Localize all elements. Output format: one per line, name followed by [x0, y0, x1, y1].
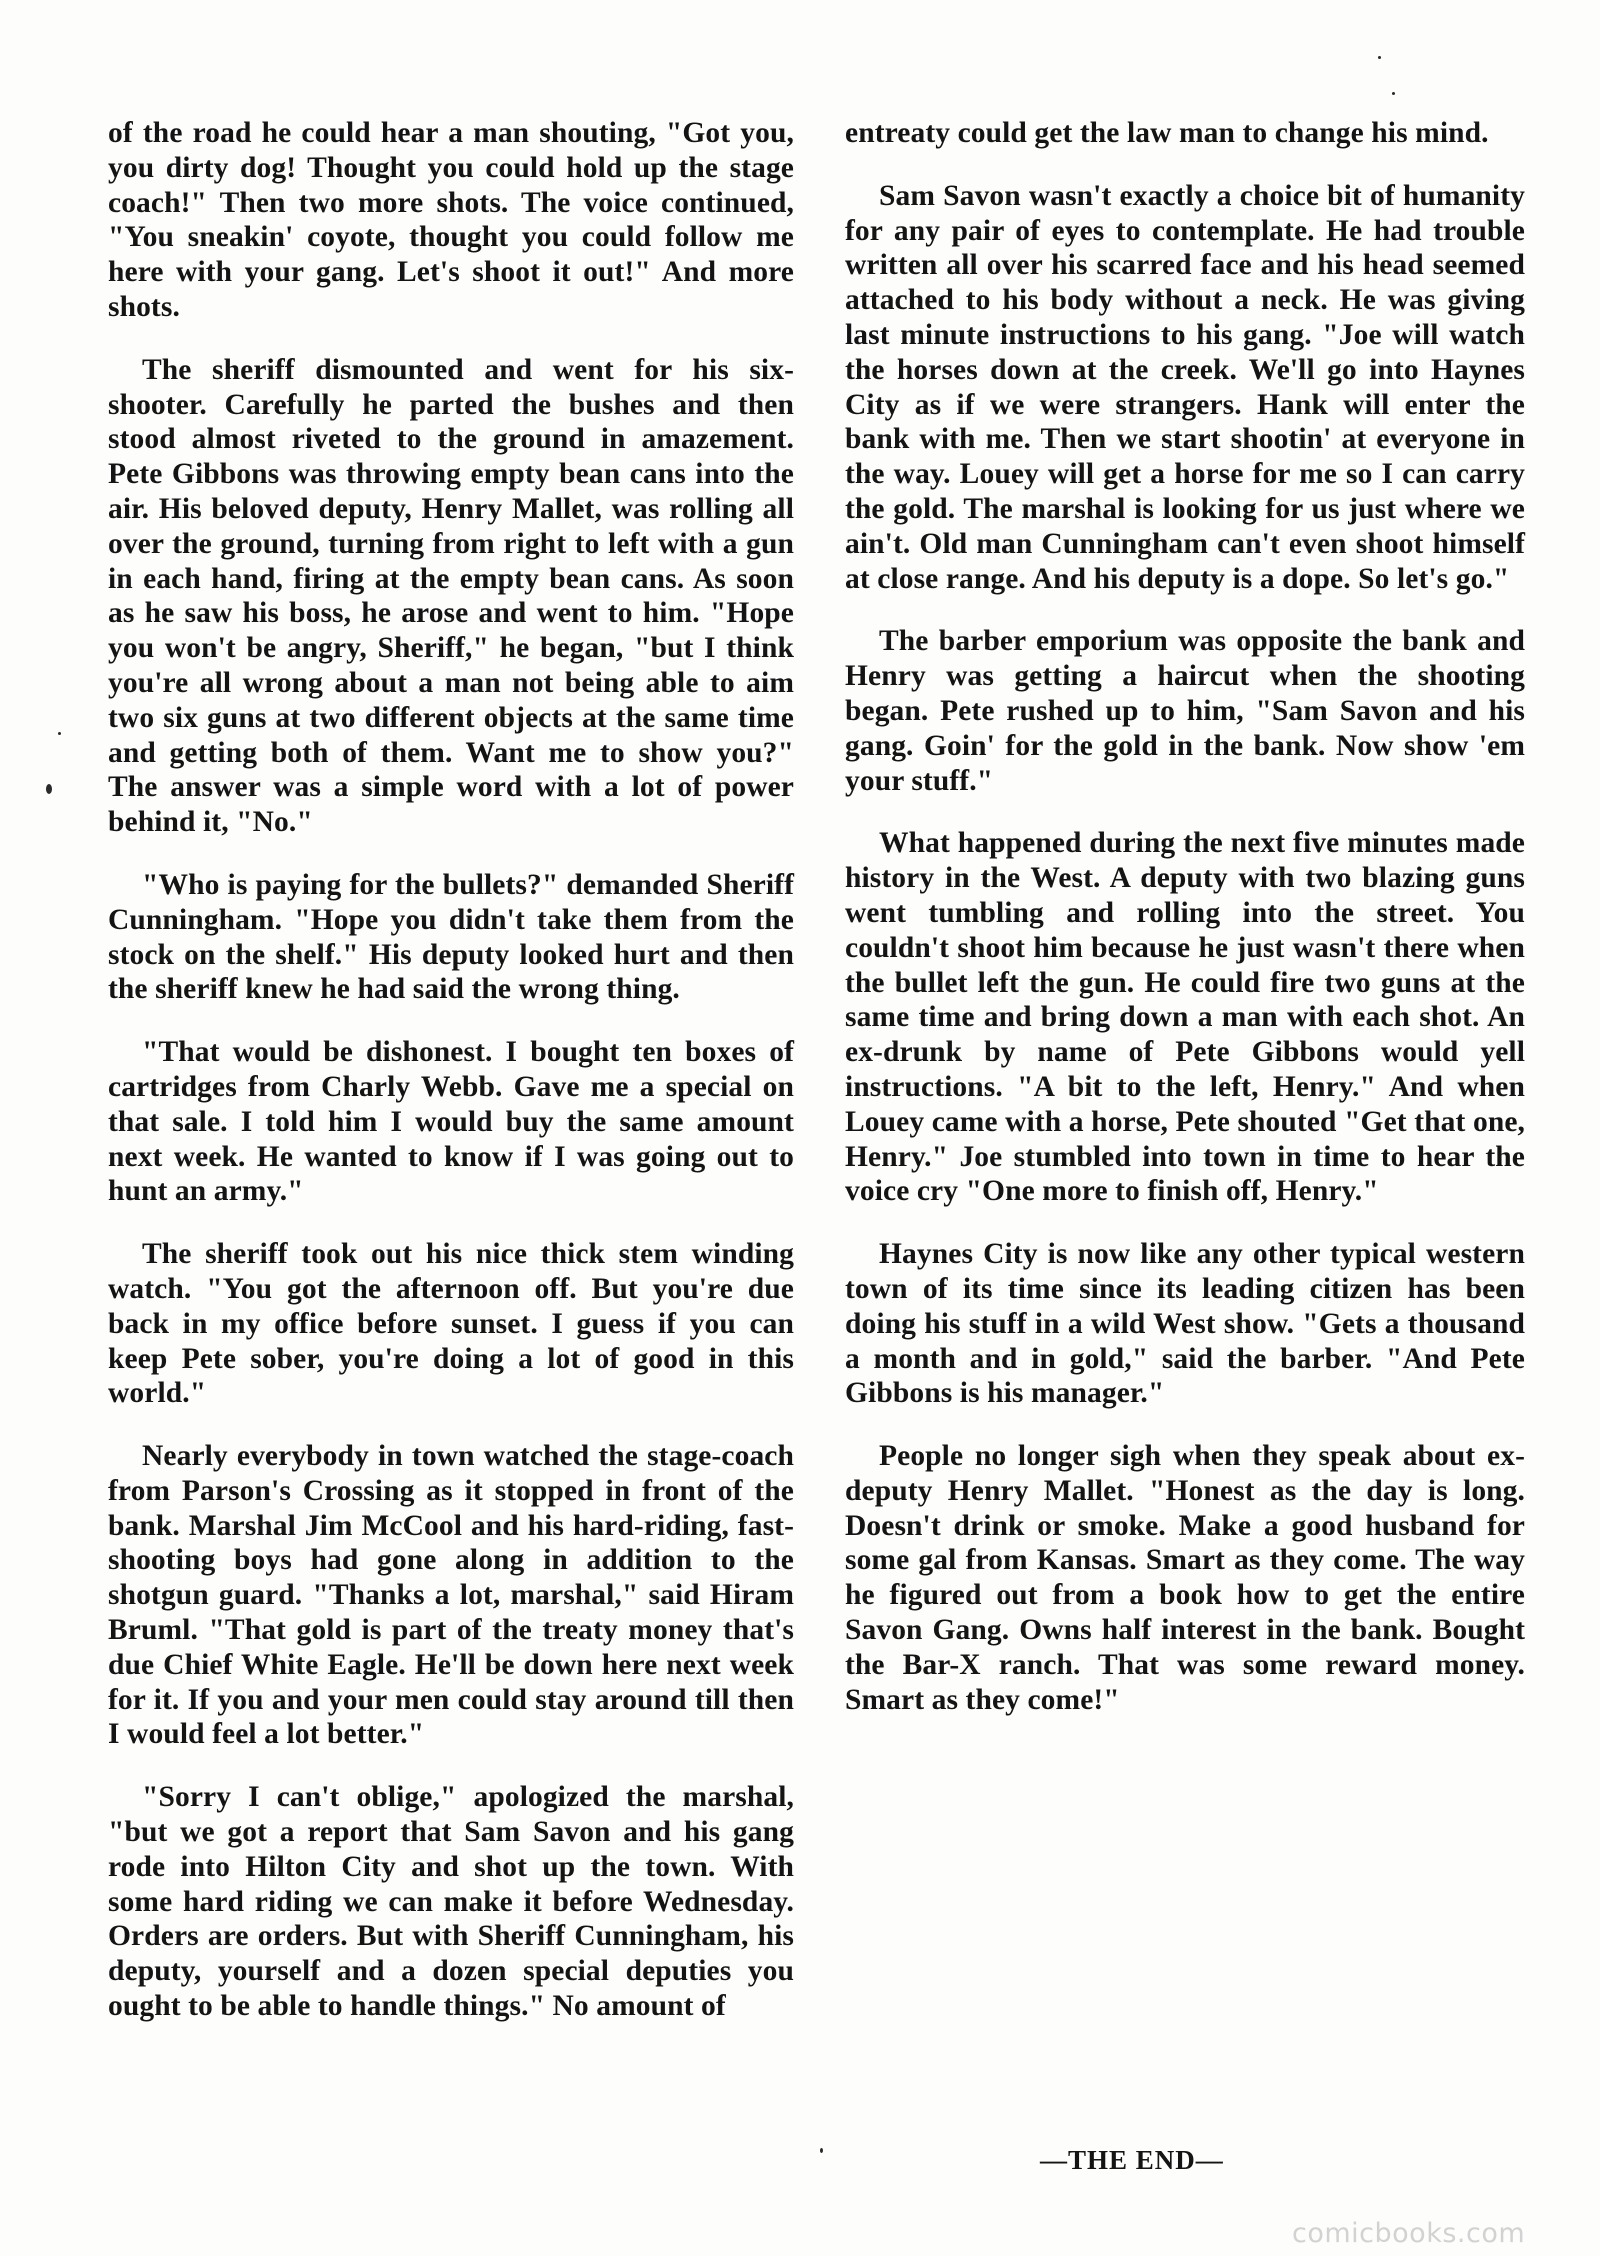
paragraph: People no longer sigh when they speak about ex-deputy Henry Mallet. "Honest as the day is long. Doesn't drink or smoke. Make a good husband for some gal from Kansas. Smart as they come. The way he figured out from a book how to get the entire Savon Gang. Owns half interest in the bank. Bought the Bar-X ranch. That was some reward money. Smart as they come!"	[845, 1440, 1525, 1716]
paragraph: The barber emporium was opposite the bank and Henry was getting a haircut when the shooting began. Pete rushed up to him, "Sam Savon and his gang. Goin' for the gold in the bank. Now show 'em your stuff."	[845, 625, 1525, 797]
print-speck	[58, 732, 61, 735]
print-speck	[820, 2148, 823, 2153]
paragraph: Nearly everybody in town watched the stage-coach from Parson's Crossing as it stopped in front of the bank. Marshal Jim McCool and his hard-riding, fast-shooting boys had gone along in addition to the shotgun guard. "Thanks a lot, marshal," said Hiram Bruml. "That gold is part of the treaty money that's due Chief White Eagle. He'll be down here next week for it. If you and your men could stay around till then I would feel a lot better."	[108, 1440, 794, 1751]
paragraph: Sam Savon wasn't exactly a choice bit of humanity for any pair of eyes to contemplate. He had trouble written all over his scarred face and his head seemed attached to his body without a neck. He was giving last minute instructions to his gang. "Joe will watch the horses down at the creek. We'll go into Haynes City as if we were strangers. Hank will enter the bank with me. Then we start shootin' at everyone in the way. Louey will get a horse for me so I can carry the gold. The marshal is looking for us just where we ain't. Old man Cunningham can't even shoot himself at close range. And his deputy is a dope. So let's go."	[845, 179, 1525, 595]
paragraph: entreaty could get the law man to change his mind.	[845, 117, 1489, 149]
paragraph: The sheriff took out his nice thick stem winding watch. "You got the afternoon off. But you're due back in my office before sunset. I guess if you can keep Pete sober, you're doing a lot of good in this world."	[108, 1238, 794, 1410]
print-speck	[1392, 92, 1395, 95]
paragraph: "Sorry I can't oblige," apologized the marshal, "but we got a report that Sam Savon and his gang rode into Hilton City and shot up the town. With some hard riding we can make it before Wednesday. Orders are orders. But with Sheriff Cunningham, his deputy, yourself and a dozen special deputies you ought to be able to handle things." No amount of	[108, 1781, 794, 2023]
right-text-column	[845, 116, 1525, 1745]
paragraph: of the road he could hear a man shouting, "Got you, you dirty dog! Thought you could hold up the stage coach!" Then two more shots. The voice continued, "You sneakin' coyote, thought you could follow me here with your gang. Let's shoot it out!" And more shots.	[108, 117, 794, 323]
left-text-column	[108, 116, 794, 2052]
paragraph: Haynes City is now like any other typical western town of its time since its leading citizen has been doing his stuff in a wild West show. "Gets a thousand a month and in gold," said the barber. "And Pete Gibbons is his manager."	[845, 1238, 1525, 1410]
print-speck	[46, 784, 52, 794]
paragraph: What happened during the next five minutes made history in the West. A deputy with two blazing guns went tumbling and rolling into the street. You couldn't shoot him because he just wasn't there when the bullet left the gun. He could fire two guns at the same time and bring down a man with each shot. An ex-drunk by name of Pete Gibbons would yell instructions. "A bit to the left, Henry." And when Louey came with a horse, Pete shouted "Get that one, Henry." Joe stumbled into town in time to hear the voice cry "One more to finish off, Henry."	[845, 827, 1525, 1208]
site-watermark: comicbooks.com	[1292, 2218, 1526, 2249]
paragraph: The sheriff dismounted and went for his six-shooter. Carefully he parted the bushes and then stood almost riveted to the ground in amazement. Pete Gibbons was throwing empty bean cans into the air. His beloved deputy, Henry Mallet, was rolling all over the ground, turning from right to left with a gun in each hand, firing at the empty bean cans. As soon as he saw his boss, he arose and went to him. "Hope you won't be angry, Sheriff," he began, "but I think you're all wrong about a man not being able to aim two six guns at two different objects at the same time and getting both of them. Want me to show you?" The answer was a simple word with a lot of power behind it, "No."	[108, 353, 794, 839]
paragraph: "Who is paying for the bullets?" demanded Sheriff Cunningham. "Hope you didn't take them from the stock on the shelf." His deputy looked hurt and then the sheriff knew he had said the wrong thing.	[108, 868, 794, 1006]
paragraph: "That would be dishonest. I bought ten boxes of cartridges from Charly Webb. Gave me a special on that sale. I told him I would buy the same amount next week. He wanted to know if I was going out to hunt an army."	[108, 1036, 794, 1208]
the-end-label: —THE END—	[1040, 2145, 1224, 2175]
print-speck	[1378, 56, 1381, 59]
